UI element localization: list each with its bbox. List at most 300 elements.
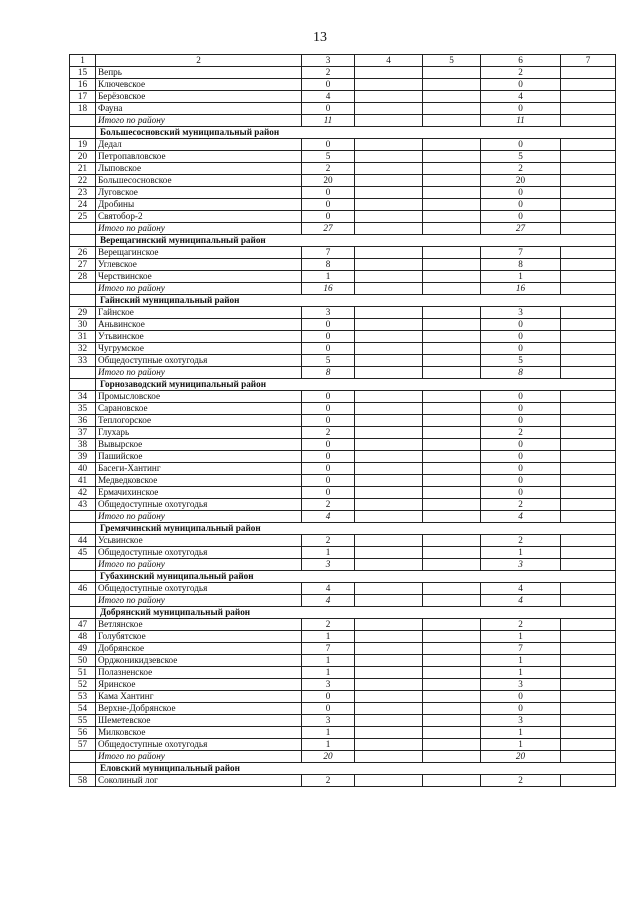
- area-name: Фауна: [96, 103, 302, 115]
- value-col4: [355, 547, 423, 559]
- row-number: 36: [70, 415, 96, 427]
- value-col3: 20: [302, 751, 355, 763]
- column-header: 1: [70, 55, 96, 67]
- row-number: 21: [70, 163, 96, 175]
- value-col4: [355, 643, 423, 655]
- value-col7: [561, 223, 616, 235]
- value-col4: [355, 247, 423, 259]
- value-col3: 0: [302, 343, 355, 355]
- row-number: 37: [70, 427, 96, 439]
- district-name: Губахинский муниципальный район: [96, 571, 616, 583]
- value-col4: [355, 403, 423, 415]
- value-col7: [561, 211, 616, 223]
- row-number: 58: [70, 775, 96, 787]
- value-col5: [423, 307, 481, 319]
- value-col3: 0: [302, 439, 355, 451]
- value-col4: [355, 667, 423, 679]
- value-col7: [561, 271, 616, 283]
- value-col3: 0: [302, 103, 355, 115]
- district-total-row: [70, 595, 616, 607]
- area-name: Басеги-Хантинг: [96, 463, 302, 475]
- value-col3: 27: [302, 223, 355, 235]
- value-col3: 3: [302, 559, 355, 571]
- value-col3: 1: [302, 727, 355, 739]
- value-col5: [423, 247, 481, 259]
- value-col7: [561, 499, 616, 511]
- value-col6: 7: [481, 247, 561, 259]
- value-col4: [355, 559, 423, 571]
- value-col5: [423, 463, 481, 475]
- value-col3: 3: [302, 715, 355, 727]
- value-col6: 1: [481, 547, 561, 559]
- value-col5: [423, 175, 481, 187]
- value-col6: 2: [481, 535, 561, 547]
- value-col6: 1: [481, 271, 561, 283]
- value-col5: [423, 643, 481, 655]
- value-col5: [423, 139, 481, 151]
- value-col4: [355, 79, 423, 91]
- value-col6: 0: [481, 463, 561, 475]
- value-col4: [355, 67, 423, 79]
- area-name: Чугрумское: [96, 343, 302, 355]
- value-col3: 16: [302, 283, 355, 295]
- district-name: Добрянский муниципальный район: [96, 607, 616, 619]
- district-header-row: [70, 571, 616, 583]
- value-col7: [561, 139, 616, 151]
- value-col5: [423, 655, 481, 667]
- value-col5: [423, 163, 481, 175]
- value-col3: 8: [302, 367, 355, 379]
- value-col7: [561, 475, 616, 487]
- district-name: Горнозаводский муниципальный район: [96, 379, 616, 391]
- area-name: Ключевское: [96, 79, 302, 91]
- value-col6: 20: [481, 175, 561, 187]
- area-name: Вепрь: [96, 67, 302, 79]
- value-col3: 1: [302, 547, 355, 559]
- value-col6: 0: [481, 79, 561, 91]
- district-header-row: [70, 523, 616, 535]
- value-col3: 0: [302, 319, 355, 331]
- value-col4: [355, 391, 423, 403]
- value-col7: [561, 739, 616, 751]
- value-col7: [561, 655, 616, 667]
- value-col6: 0: [481, 703, 561, 715]
- row-number: 46: [70, 583, 96, 595]
- area-name: Утьвинское: [96, 331, 302, 343]
- area-name: Итого по району: [96, 559, 302, 571]
- district-name: Гремячинский муниципальный район: [96, 523, 616, 535]
- row-number: 27: [70, 259, 96, 271]
- value-col6: 0: [481, 475, 561, 487]
- value-col3: 3: [302, 307, 355, 319]
- value-col3: 2: [302, 427, 355, 439]
- value-col6: 1: [481, 667, 561, 679]
- row-number: 15: [70, 67, 96, 79]
- value-col4: [355, 367, 423, 379]
- district-total-row: [70, 283, 616, 295]
- row-number: 49: [70, 643, 96, 655]
- value-col3: 0: [302, 463, 355, 475]
- value-col6: 27: [481, 223, 561, 235]
- table-row: [70, 403, 616, 415]
- value-col5: [423, 715, 481, 727]
- value-col3: 2: [302, 499, 355, 511]
- value-col3: 0: [302, 703, 355, 715]
- value-col6: 3: [481, 559, 561, 571]
- area-name: Теплогорское: [96, 415, 302, 427]
- value-col5: [423, 751, 481, 763]
- area-name: Черствинское: [96, 271, 302, 283]
- value-col3: 1: [302, 631, 355, 643]
- table-row: [70, 103, 616, 115]
- value-col6: 2: [481, 499, 561, 511]
- value-col5: [423, 679, 481, 691]
- value-col6: 8: [481, 367, 561, 379]
- value-col4: [355, 283, 423, 295]
- area-name: Итого по району: [96, 283, 302, 295]
- value-col3: 7: [302, 643, 355, 655]
- district-number-cell: [70, 235, 96, 247]
- area-name: Усьвинское: [96, 535, 302, 547]
- table-row: [70, 487, 616, 499]
- row-number: 44: [70, 535, 96, 547]
- row-number: 41: [70, 475, 96, 487]
- value-col6: 0: [481, 343, 561, 355]
- row-number: 55: [70, 715, 96, 727]
- table-row: [70, 91, 616, 103]
- value-col5: [423, 103, 481, 115]
- table-row: [70, 247, 616, 259]
- value-col5: [423, 271, 481, 283]
- column-header: 7: [561, 55, 616, 67]
- row-number: [70, 751, 96, 763]
- value-col7: [561, 259, 616, 271]
- value-col6: 3: [481, 715, 561, 727]
- area-name: Добрянское: [96, 643, 302, 655]
- area-name: Общедоступные охотугодья: [96, 355, 302, 367]
- value-col3: 1: [302, 271, 355, 283]
- row-number: [70, 283, 96, 295]
- value-col5: [423, 355, 481, 367]
- value-col7: [561, 175, 616, 187]
- area-name: Медведковское: [96, 475, 302, 487]
- value-col7: [561, 703, 616, 715]
- value-col6: 5: [481, 355, 561, 367]
- value-col4: [355, 715, 423, 727]
- district-name: Гайнский муниципальный район: [96, 295, 616, 307]
- row-number: 38: [70, 439, 96, 451]
- area-name: Вывырское: [96, 439, 302, 451]
- district-name: Еловский муниципальный район: [96, 763, 616, 775]
- value-col5: [423, 703, 481, 715]
- value-col7: [561, 667, 616, 679]
- value-col7: [561, 79, 616, 91]
- district-header-row: [70, 607, 616, 619]
- district-total-row: [70, 115, 616, 127]
- value-col6: 0: [481, 451, 561, 463]
- value-col3: 0: [302, 415, 355, 427]
- area-name: Итого по району: [96, 367, 302, 379]
- column-header: 5: [423, 55, 481, 67]
- value-col6: 0: [481, 415, 561, 427]
- value-col6: 1: [481, 631, 561, 643]
- row-number: 29: [70, 307, 96, 319]
- value-col6: 0: [481, 199, 561, 211]
- area-name: Итого по району: [96, 115, 302, 127]
- value-col5: [423, 691, 481, 703]
- value-col7: [561, 343, 616, 355]
- table-row: [70, 415, 616, 427]
- row-number: 30: [70, 319, 96, 331]
- row-number: 51: [70, 667, 96, 679]
- table-row: [70, 319, 616, 331]
- value-col5: [423, 199, 481, 211]
- value-col4: [355, 727, 423, 739]
- table-row: [70, 259, 616, 271]
- area-name: Общедоступные охотугодья: [96, 547, 302, 559]
- table-row: [70, 475, 616, 487]
- value-col4: [355, 739, 423, 751]
- value-col6: 3: [481, 307, 561, 319]
- value-col7: [561, 619, 616, 631]
- table-row: [70, 139, 616, 151]
- value-col7: [561, 415, 616, 427]
- table-row: [70, 175, 616, 187]
- row-number: 43: [70, 499, 96, 511]
- column-header: 6: [481, 55, 561, 67]
- column-number-row: [70, 55, 616, 67]
- value-col7: [561, 547, 616, 559]
- value-col3: 8: [302, 259, 355, 271]
- value-col6: 2: [481, 163, 561, 175]
- area-name: Итого по району: [96, 511, 302, 523]
- value-col4: [355, 103, 423, 115]
- area-name: Ермачихинское: [96, 487, 302, 499]
- value-col5: [423, 283, 481, 295]
- district-number-cell: [70, 127, 96, 139]
- value-col4: [355, 511, 423, 523]
- value-col7: [561, 163, 616, 175]
- area-name: Пашийское: [96, 451, 302, 463]
- value-col4: [355, 259, 423, 271]
- table-row: [70, 151, 616, 163]
- row-number: [70, 511, 96, 523]
- value-col3: 0: [302, 79, 355, 91]
- value-col3: 0: [302, 187, 355, 199]
- value-col5: [423, 187, 481, 199]
- value-col3: 2: [302, 67, 355, 79]
- value-col6: 1: [481, 739, 561, 751]
- value-col7: [561, 151, 616, 163]
- value-col7: [561, 535, 616, 547]
- table-row: [70, 679, 616, 691]
- area-name: Лыповское: [96, 163, 302, 175]
- value-col5: [423, 487, 481, 499]
- value-col4: [355, 499, 423, 511]
- row-number: 45: [70, 547, 96, 559]
- value-col6: 3: [481, 679, 561, 691]
- value-col6: 0: [481, 487, 561, 499]
- value-col6: 2: [481, 67, 561, 79]
- value-col7: [561, 631, 616, 643]
- row-number: 53: [70, 691, 96, 703]
- value-col4: [355, 583, 423, 595]
- area-name: Яринское: [96, 679, 302, 691]
- value-col3: 0: [302, 331, 355, 343]
- table-row: [70, 667, 616, 679]
- value-col6: 4: [481, 595, 561, 607]
- value-col4: [355, 751, 423, 763]
- value-col3: 0: [302, 139, 355, 151]
- row-number: 47: [70, 619, 96, 631]
- value-col4: [355, 139, 423, 151]
- value-col3: 0: [302, 391, 355, 403]
- value-col6: 4: [481, 511, 561, 523]
- district-name: Большесосновский муниципальный район: [96, 127, 616, 139]
- table-row: [70, 391, 616, 403]
- value-col3: 0: [302, 211, 355, 223]
- value-col4: [355, 199, 423, 211]
- column-header: 4: [355, 55, 423, 67]
- area-name: Глухарь: [96, 427, 302, 439]
- table-row: [70, 583, 616, 595]
- value-col7: [561, 199, 616, 211]
- row-number: 20: [70, 151, 96, 163]
- value-col3: 0: [302, 451, 355, 463]
- value-col4: [355, 595, 423, 607]
- table-row: [70, 427, 616, 439]
- district-header-row: [70, 235, 616, 247]
- row-number: [70, 559, 96, 571]
- value-col7: [561, 595, 616, 607]
- value-col5: [423, 595, 481, 607]
- value-col5: [423, 331, 481, 343]
- area-name: Соколиный лог: [96, 775, 302, 787]
- value-col6: 4: [481, 583, 561, 595]
- area-name: Итого по району: [96, 223, 302, 235]
- row-number: 35: [70, 403, 96, 415]
- district-number-cell: [70, 295, 96, 307]
- value-col5: [423, 151, 481, 163]
- table-body: [70, 55, 616, 787]
- value-col4: [355, 343, 423, 355]
- table-row: [70, 655, 616, 667]
- value-col3: 0: [302, 199, 355, 211]
- row-number: 50: [70, 655, 96, 667]
- value-col3: 5: [302, 355, 355, 367]
- value-col5: [423, 727, 481, 739]
- area-name: Гайнское: [96, 307, 302, 319]
- value-col7: [561, 691, 616, 703]
- value-col7: [561, 715, 616, 727]
- value-col6: 2: [481, 427, 561, 439]
- value-col7: [561, 307, 616, 319]
- column-header: 2: [96, 55, 302, 67]
- value-col6: 2: [481, 775, 561, 787]
- row-number: 23: [70, 187, 96, 199]
- table-row: [70, 631, 616, 643]
- value-col7: [561, 103, 616, 115]
- value-col4: [355, 535, 423, 547]
- value-col5: [423, 259, 481, 271]
- district-name: Верещагинский муниципальный район: [96, 235, 616, 247]
- table-row: [70, 619, 616, 631]
- table-row: [70, 187, 616, 199]
- area-name: Итого по району: [96, 751, 302, 763]
- area-name: Дробины: [96, 199, 302, 211]
- table-row: [70, 643, 616, 655]
- row-number: 31: [70, 331, 96, 343]
- value-col6: 20: [481, 751, 561, 763]
- value-col5: [423, 619, 481, 631]
- value-col5: [423, 319, 481, 331]
- row-number: 40: [70, 463, 96, 475]
- value-col3: 5: [302, 151, 355, 163]
- district-header-row: [70, 295, 616, 307]
- value-col7: [561, 367, 616, 379]
- row-number: 32: [70, 343, 96, 355]
- table-row: [70, 439, 616, 451]
- value-col6: 0: [481, 691, 561, 703]
- value-col7: [561, 751, 616, 763]
- value-col4: [355, 331, 423, 343]
- value-col7: [561, 283, 616, 295]
- row-number: 34: [70, 391, 96, 403]
- table-row: [70, 463, 616, 475]
- value-col6: 0: [481, 331, 561, 343]
- district-total-row: [70, 223, 616, 235]
- value-col3: 4: [302, 91, 355, 103]
- value-col5: [423, 739, 481, 751]
- value-col5: [423, 67, 481, 79]
- area-name: Кама Хантинг: [96, 691, 302, 703]
- table-row: [70, 535, 616, 547]
- district-total-row: [70, 751, 616, 763]
- value-col4: [355, 631, 423, 643]
- table-row: [70, 691, 616, 703]
- value-col7: [561, 679, 616, 691]
- table-row: [70, 271, 616, 283]
- row-number: 33: [70, 355, 96, 367]
- area-name: Общедоступные охотугодья: [96, 499, 302, 511]
- table-row: [70, 343, 616, 355]
- value-col7: [561, 355, 616, 367]
- district-header-row: [70, 127, 616, 139]
- row-number: 39: [70, 451, 96, 463]
- value-col7: [561, 427, 616, 439]
- value-col3: 7: [302, 247, 355, 259]
- value-col5: [423, 427, 481, 439]
- value-col4: [355, 691, 423, 703]
- value-col5: [423, 583, 481, 595]
- table-row: [70, 211, 616, 223]
- value-col5: [423, 547, 481, 559]
- area-name: Углевское: [96, 259, 302, 271]
- value-col3: 2: [302, 163, 355, 175]
- value-col5: [423, 631, 481, 643]
- value-col4: [355, 487, 423, 499]
- value-col5: [423, 559, 481, 571]
- value-col7: [561, 511, 616, 523]
- value-col3: 3: [302, 679, 355, 691]
- table-row: [70, 67, 616, 79]
- value-col3: 0: [302, 403, 355, 415]
- table-row: [70, 715, 616, 727]
- value-col5: [423, 115, 481, 127]
- value-col7: [561, 331, 616, 343]
- page-number: 13: [313, 30, 327, 45]
- row-number: 17: [70, 91, 96, 103]
